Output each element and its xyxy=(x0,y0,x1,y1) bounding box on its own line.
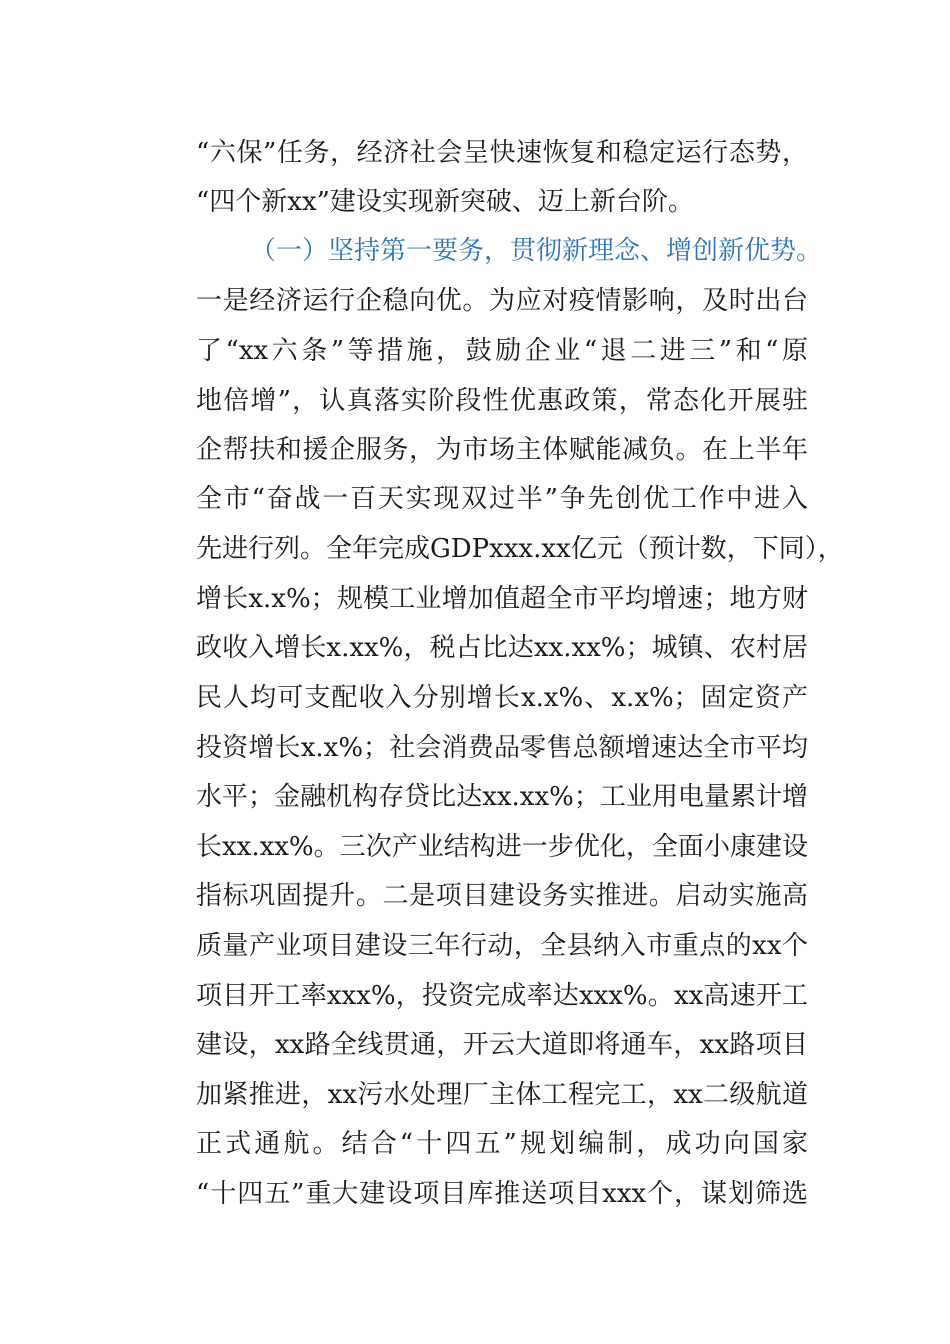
body-line-4: 一是经济运行企稳向优。为应对疫情影响，及时出台 xyxy=(196,286,808,316)
body-line-1: “六保”任务，经济社会呈快速恢复和稳定运行态势， xyxy=(196,138,808,168)
body-line-8: 全市“奋战一百天实现双过半”争先创优工作中进入 xyxy=(196,484,808,514)
body-line-10: 增长x.x%；规模工业增加值超全市平均增速；地方财 xyxy=(196,584,808,614)
body-line-16: 指标巩固提升。二是项目建设务实推进。启动实施高 xyxy=(196,881,808,911)
body-line-21: 正式通航。结合“十四五”规划编制，成功向国家 xyxy=(196,1129,808,1159)
body-line-14: 水平；金融机构存贷比达xx.xx%；工业用电量累计增 xyxy=(196,782,808,812)
body-line-18: 项目开工率xxx%，投资完成率达xxx%。xx高速开工 xyxy=(196,981,808,1011)
body-line-9: 先进行列。全年完成GDPxxx.xx亿元（预计数，下同）， xyxy=(196,534,844,564)
body-line-2: “四个新xx”建设实现新突破、迈上新台阶。 xyxy=(196,187,694,217)
body-line-13: 投资增长x.x%；社会消费品零售总额增速达全市平均 xyxy=(196,733,808,763)
body-line-11: 政收入增长x.xx%，税占比达xx.xx%；城镇、农村居 xyxy=(196,633,808,663)
body-line-22: “十四五”重大建设项目库推送项目xxx个，谋划筛选 xyxy=(196,1179,808,1209)
body-line-19: 建设，xx路全线贯通，开云大道即将通车，xx路项目 xyxy=(196,1030,808,1060)
body-line-17: 质量产业项目建设三年行动，全县纳入市重点的xx个 xyxy=(196,931,808,961)
body-line-6: 地倍增”，认真落实阶段性优惠政策，常态化开展驻 xyxy=(196,386,808,416)
section-heading: （一）坚持第一要务，贯彻新理念、增创新优势。 xyxy=(250,236,823,266)
body-line-20: 加紧推进，xx污水处理厂主体工程完工，xx二级航道 xyxy=(196,1080,808,1110)
body-line-15: 长xx.xx%。三次产业结构进一步优化，全面小康建设 xyxy=(196,832,808,862)
body-line-12: 民人均可支配收入分别增长x.x%、x.x%；固定资产 xyxy=(196,683,808,713)
body-line-7: 企帮扶和援企服务，为市场主体赋能减负。在上半年 xyxy=(196,435,808,465)
body-line-5: 了“xx六条”等措施，鼓励企业“退二进三”和“原 xyxy=(196,336,808,366)
